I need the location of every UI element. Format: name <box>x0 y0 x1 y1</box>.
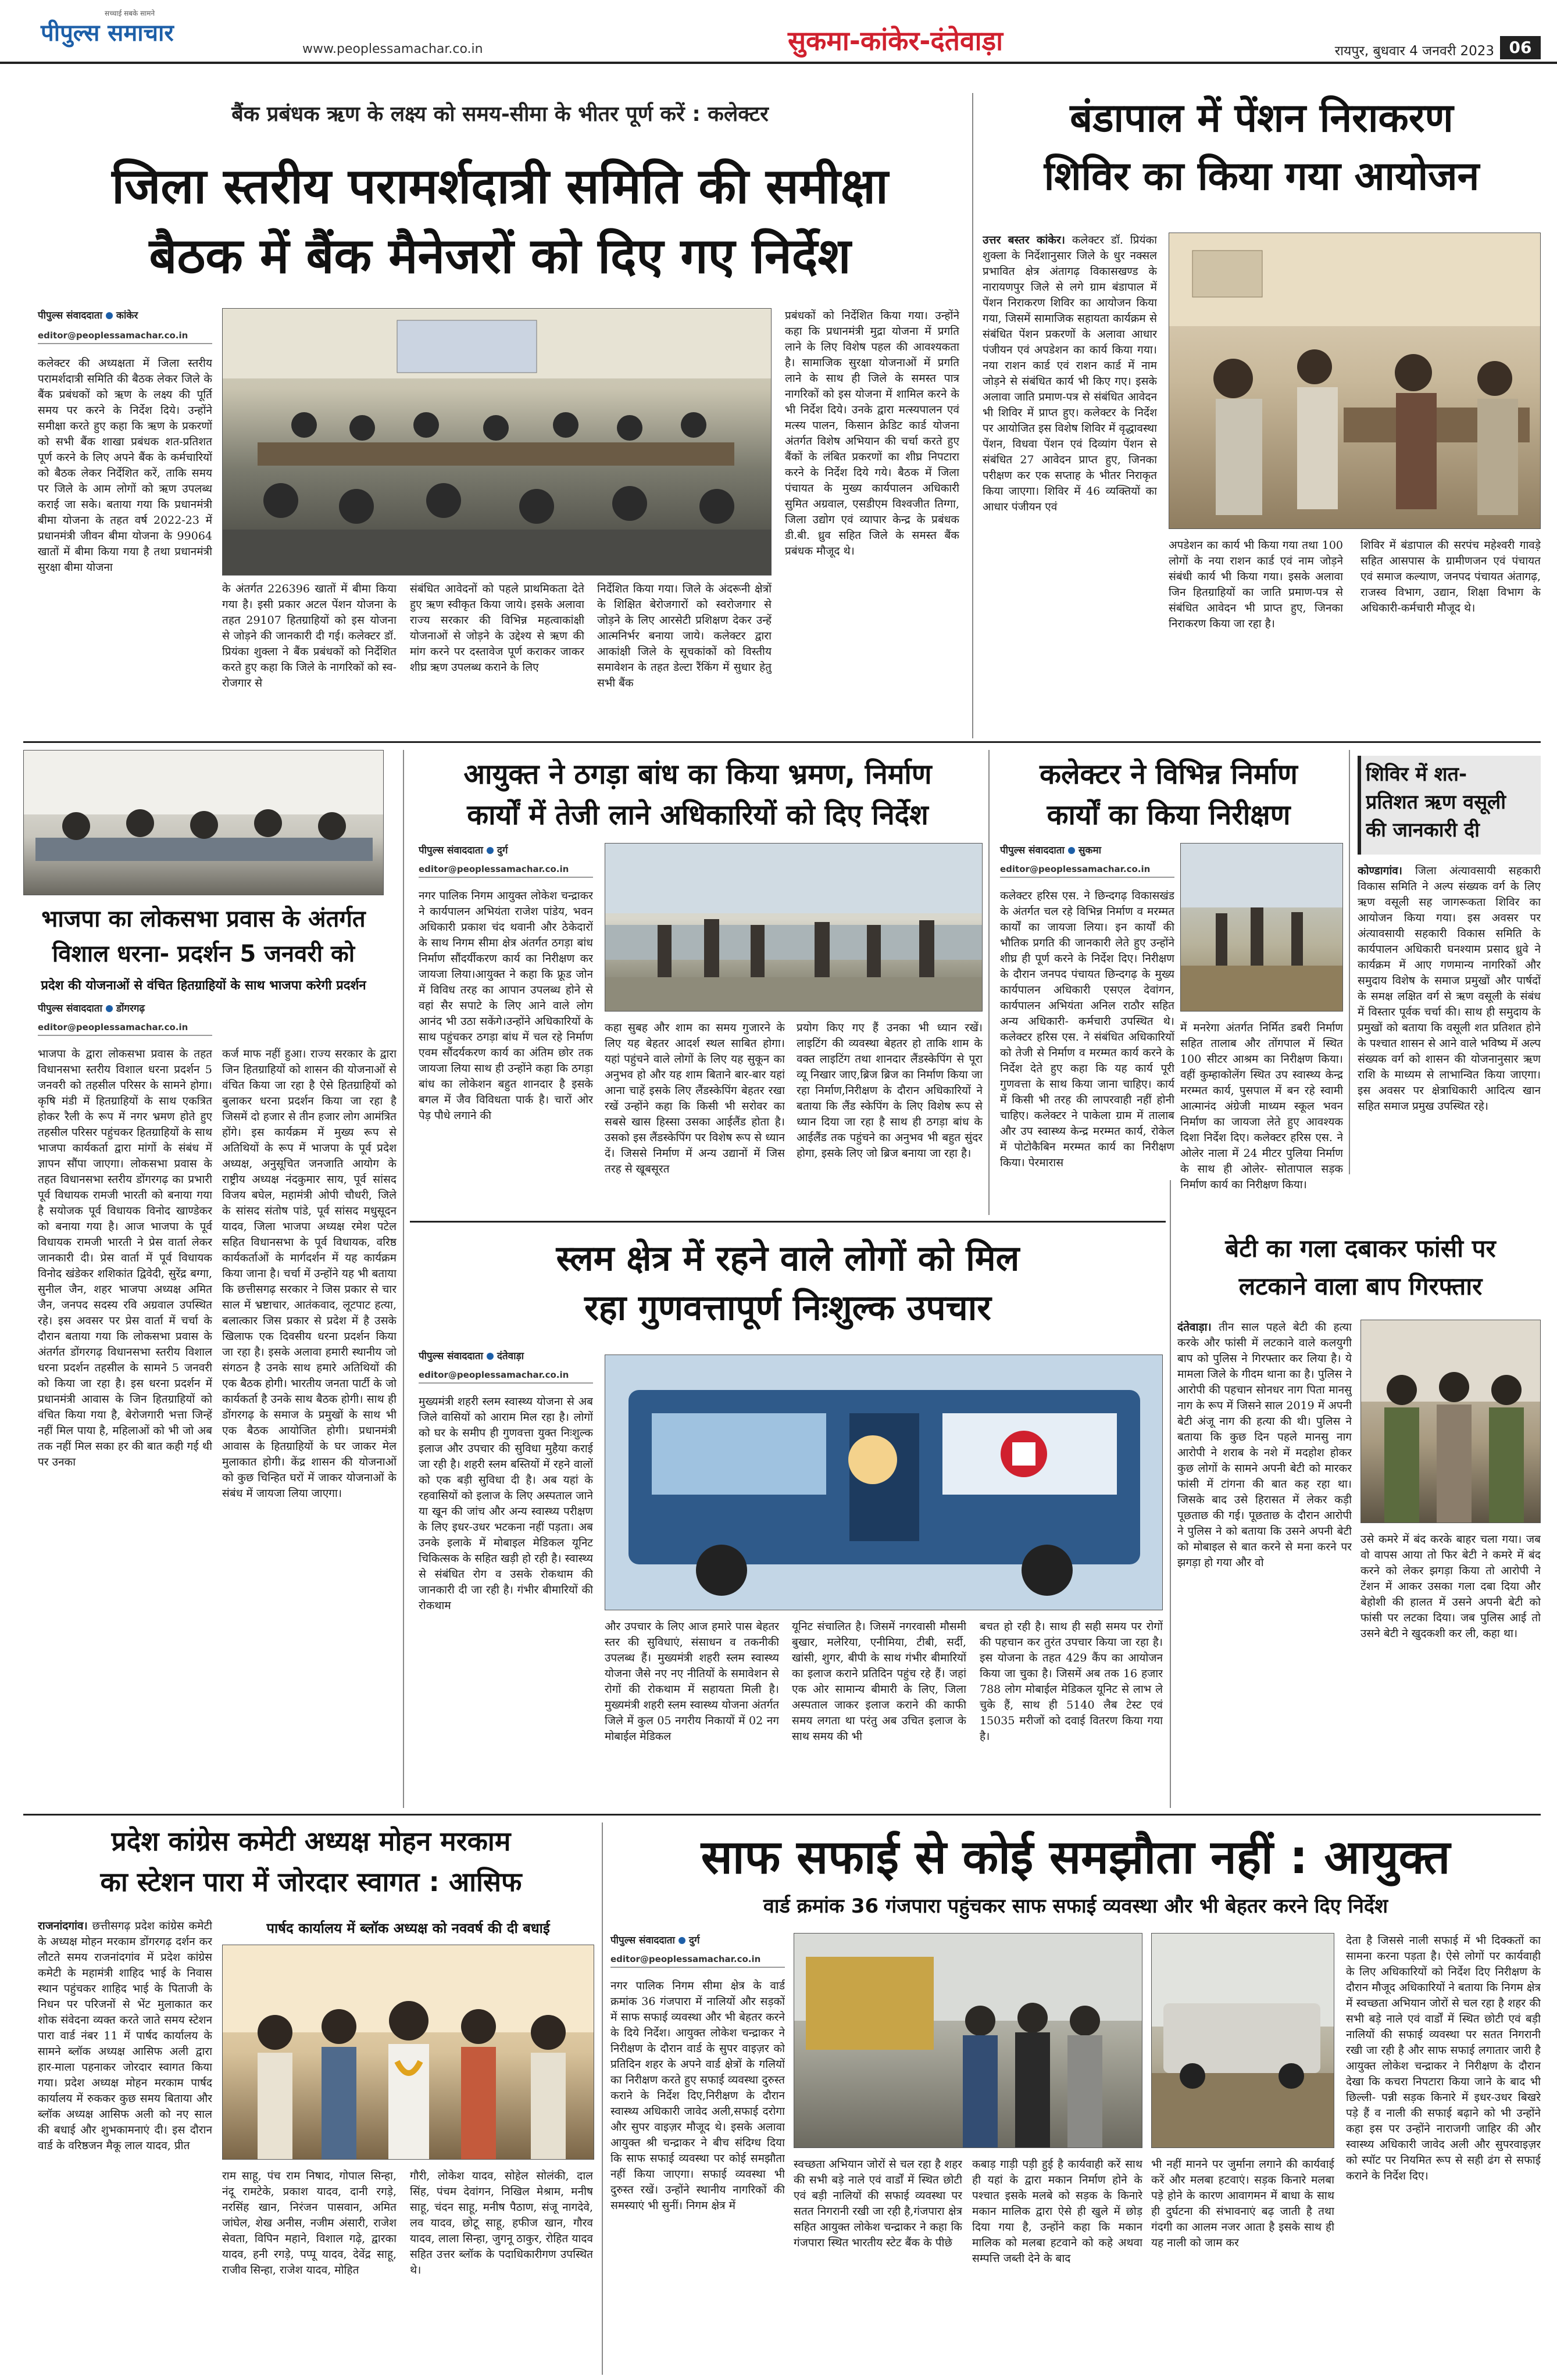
story4-byline <box>419 843 593 856</box>
blue-dot-icon <box>678 1937 685 1944</box>
debris-image <box>1152 1934 1334 2148</box>
mobile-medical-unit-image <box>605 1355 1163 1610</box>
story1-col3: संबंधित आवेदनों को पहले प्राथमिकता देते हुए ऋण स्वीकृत किया जाये। इसके अलावा राज्य सरकार की विभिन्न महत्वाकांक्षी योजनाओं से जोड़ने के उद्देश्य से ऋण की मांग करने पर दस्तावेज पूर्ण कराकर जाकर शीघ्र ऋण उपलब्ध कराने के लिए <box>410 583 584 674</box>
story7-col2: और उपचार के लिए आज हमारे पास बेहतर स्तर की सुविधाएं, संसाधन व तकनीकी उपलब्ध हैं। मुख्यमंत्री शहरी स्लम स्वास्थ्य योजना जैसे नए नए नीतियों के समावेशन से रोगों की रोकथाम में सहायता मिली है। मुख्यमंत्री शहरी स्लम स्वास्थ्य योजना अंतर्गत जिले में कुल 05 नगरीय निकायों में 02 नग मोबाईल मेडिकल <box>605 1620 779 1743</box>
dateline-top: रायपुर, बुधवार 4 जनवरी 2023 <box>1334 44 1494 59</box>
press-conference-image <box>24 751 384 895</box>
arrest-image <box>1361 1320 1541 1523</box>
story3-email[interactable]: editor@peoplessamachar.co.in <box>38 1022 212 1036</box>
story4-email[interactable]: editor@peoplessamachar.co.in <box>419 864 593 878</box>
story1-headline-1: जिला स्तरीय परामर्शदात्री समिति की समीक्षा <box>112 158 888 215</box>
story2-col1-text: कलेक्टर डॉ. प्रियंका शुक्ला के निर्देशानुसार जिले के धुर नक्सल प्रभावित क्षेत्र अंतागढ़ विकासखण्ड के नारायणपुर जिले से लगे ग्राम बंडापाल में पेंशन निराकरण शिविर का आयोजन किया गया, जिसमें सामाजिक सहायता कार्यक्रम से संबंधित पेंशन प्रकरणों के अलावा आधार पंजीयन एवं अपडेशन का कार्य किया गया। नया राशन कार्ड एवं राशन कार्ड में नाम जोड़ने से संबंधित कार्य भी किए गए। इसके अलावा जाति प्रमाण-पत्र से संबंधित आवेदन भी शिविर में प्राप्त हुए। कलेक्टर के निर्देश पर आयोजित इस विशेष शिविर में वृद्धावस्था पेंशन, विधवा पेंशन एवं दिव्यांग पेंशन से संबंधित 27 आवेदन प्राप्त हुए, जिनका परीक्षण कर एक सप्ताह के भीतर निराकृत किया जाएगा। शिविर में 46 व्यक्तियों का आधार पंजीयन एवं <box>983 234 1157 513</box>
column-divider <box>602 1822 603 2375</box>
masthead <box>0 0 1557 64</box>
logo-text: पीपुल्स समाचार <box>41 20 174 47</box>
byline-reporter: पीपुल्स संवाददाता <box>38 1003 102 1014</box>
byline-reporter: पीपुल्स संवाददाता <box>1000 845 1065 856</box>
story8-photo <box>1360 1320 1541 1523</box>
story4-col3: प्रयोग किए गए हैं उनका भी ध्यान रखें। लाइटिंग की व्यवस्था बेहतर हो ताकि शाम के वक्त लाइटिंग तथा शानदार लैंडस्केपिंग से पूरा व्यू निखार जाए,ब्रिज ब्रिज का निर्माण किया जा रहा निर्माण,निरीक्षण के दौरान अधिकारियों ने बताया कि लैंड स्केपिंग के लिए विशेष रूप से ध्यान दिया जा रहा है साथ ही ठगड़ा बांध के आईलैंड तक पहुंचने का अनुभव भी बहुत सुंदर होगा, इसके लिए जो ब्रिज बनाया जा रहा है। <box>797 1021 983 1160</box>
story8-col1 <box>1177 1320 1352 1808</box>
story9-photo-caption: पार्षद कार्यालय में ब्लॉक अध्यक्ष को नववर्ष की दी बधाई <box>266 1920 550 1936</box>
story8-dateline: दंतेवाड़ा। <box>1177 1321 1212 1334</box>
story4-photo <box>605 843 983 1012</box>
column-divider <box>1170 1180 1171 1808</box>
story7-photo <box>605 1355 1163 1610</box>
story3-col1: भाजपा के द्वारा लोकसभा प्रवास के तहत विधानसभा स्तरीय विशाल धरना प्रदर्शन 5 जनवरी को तहसील परिसर के सामने होगा। कृषि मंडी में हितग्राहियों के साथ एकत्रित होकर रैली के रूप में नगर भ्रमण होते हुए तहसील परिसर पहुंचकर हितग्राहियों के साथ भाजपा कार्यकर्ता द्वारा मांगों के संबंध में ज्ञापन सौंपा जाएगा। लोकसभा प्रवास के तहत विधानसभा स्तरीय डोंगरगढ़ का प्रभारी पूर्व विधायक रामजी भारती को बनाया गया है सयोजक पूर्व विधायक विनोद खाण्डेकर को बनाया गया है। आज भाजपा के पूर्व विधायक रामजी भारती ने प्रेस वार्ता लेकर जानकारी दी। प्रेस वार्ता में पूर्व विधायक विनोद खंडेकर शशिकांत द्विवेदी, सुरेंद्र बग्गा, सुनील जैन, शहर भाजपा अध्यक्ष अमित जैन, जनपद सदस्य रवि अग्रवाल उपस्थित रहे। इस अवसर पर प्रेस वार्ता में चर्चा के दौरान बताया गया कि लोकसभा प्रवास के अंतर्गत डोंगरगढ़ विधानसभा स्तरीय विशाल धरना प्रदर्शन तहसील के सामने 5 जनवरी को किया जा रहा है। इस धरना प्रदर्शन में प्रधानमंत्री आवास के जिन हितग्राहियों को वंचित किया गया है, बेरोजगारी भत्ता जिन्हें नहीं मिल पाया है, महिलाओं को भी जो अब तक नहीं मिल सका हर की बात कही गई थी पर उनका <box>38 1048 212 1468</box>
welcome-ceremony-image <box>223 1945 594 2160</box>
byline-reporter: पीपुल्स संवाददाता <box>610 1935 675 1946</box>
story6-dateline: कोण्डागांव। <box>1358 864 1403 877</box>
story6-headline-box <box>1358 756 1541 855</box>
story5-email[interactable]: editor@peoplessamachar.co.in <box>1000 864 1174 878</box>
story4-col1: नगर पालिक निगम आयुक्त लोकेश चन्द्राकर ने कार्यपालन अभियंता राजेश पांडेय, भवन अधिकारी प्रकाश चंद थवानी और ठेकेदारों के साथ निगम सीमा क्षेत्र अंतर्गत ठगड़ा बांध निर्माण सौंदर्यीकरण कार्य का निरीक्षण कर जायजा लिया।आयुक्त ने कहा कि फ्रूड जोन में विविध तरह का आपान उपलब्ध होने से वहां सैर सपाटे के लिए आने वाले लोग आनंद भी उठा सकेंगे।उन्होंने अधिकारियों के साथ पहुंचकर ठगड़ा बांध में चल रहे निर्माण एवम सौंदर्यकरण कार्य का अंतिम छोर तक जायजा लिया साथ ही उन्होंने कहा कि ठगड़ा बांध का लोकेशन बहुत शानदार है इसके बगल में जैव विविधता पार्क है। चारों ओर पेड़ पौधे लगाने की <box>419 889 593 1122</box>
story1-photo <box>222 308 772 576</box>
story1-kicker: बैंक प्रबंधक ऋण के लक्ष्य को समय-सीमा के भीतर पूर्ण करें : कलेक्टर <box>231 102 769 126</box>
byline-place: कांकेर <box>116 310 138 321</box>
story8-headline-2: लटकाने वाला बाप गिरफ्तार <box>1238 1272 1483 1300</box>
story3-photo <box>23 750 384 895</box>
byline-place: डोंगरगढ़ <box>116 1003 145 1014</box>
story7-col1: मुख्यमंत्री शहरी स्लम स्वास्थ्य योजना से अब जिले वासियों को आराम मिल रहा है। लोगों को घर के समीप ही गुणवत्ता युक्त निःशुल्क इलाज और उपचार की सुविधा मुहैया कराई जा रही है। शहरी स्लम बस्तियों में रहने वालों को एक बड़ी सुविधा दी है। अब यहां के रहवासियों को इलाज के लिए अस्पताल जाने या खून की जांच और अन्य स्वास्थ्य परीक्षण के लिए इधर-उधर भटकना नहीं पड़ता। अब उनके इलाके में मोबाइल मेडिकल यूनिट चिकित्सक के सहित खड़ी हो रही है। स्वास्थ्य से संबंधित रोग व उसके रोकथाम की जानकारी दी जा रही है। गंभीर बीमारियों की रोकथाम <box>419 1395 593 1612</box>
story2-dateline: उत्तर बस्तर कांकेर। <box>983 234 1065 246</box>
story9-headline-1: प्रदेश कांग्रेस कमेटी अध्यक्ष मोहन मरकाम <box>111 1825 511 1857</box>
column-divider <box>988 750 990 1215</box>
story7-headline-1: स्लम क्षेत्र में रहने वाले लोगों को मिल <box>556 1238 1020 1279</box>
blue-dot-icon <box>487 1353 494 1360</box>
story10-col1: नगर पालिक निगम सीमा क्षेत्र के वार्ड क्रमांक 36 गंजपारा में नालियों और सड़कों में साफ सफाई व्यवस्था और भी बेहतर करने के दिये निर्देश। आयुक्त लोकेश चन्द्राकर ने निरीक्षण के दौरान वार्ड के सुपर वाइज़र को प्रतिदिन शहर के अपने वार्ड क्षेत्रों के गलियों का निरीक्षण करते हुए सफाई व्यवस्था दुरुस्त कराने के निर्देश दिए,निरीक्षण के दौरान स्वास्थ्य अधिकारी जावेद अली,सफाई दरोगा और सुपर वाइज़र मौजूद थे। इसके अलावा आयुक्त श्री चन्द्राकर ने बीच संदिग्ध दिया कि साफ सफाई व्यवस्था पर कोई समझौता नहीं किया जाएगा। सफाई व्यवस्था भी दुरुस्त रखें। उन्होंने स्थानीय नागरिकों की समस्याएं भी सुनीं। निगम क्षेत्र में <box>610 1979 785 2212</box>
story6-headline-3: की जानकारी दी <box>1366 819 1480 842</box>
story3-byline <box>38 1001 375 1014</box>
story10-col5: देता है जिससे नाली सफाई में भी दिक्कतों का सामना करना पड़ता है। ऐसे लोगों पर कार्यवाही के लिए अधिकारियों को निर्देश दिए निरीक्षण के दौरान मौजूद अधिकारियों ने बताया कि निगम क्षेत्र में स्वच्छता अभियान जोरों से चल रहा है शहर की सभी बड़े नाले एवं वार्डों में स्थित छोटी एवं बड़ी नालियों की सफाई व्यवस्था पर सतत निगरानी रखी जा रही है और साफ सफाई लगातार जारी है आयुक्त लोकेश चन्द्राकर ने निरीक्षण के दौरान देखा कि कचरा निपटारा किया जाने के बाद भी छिल्ली- पन्नी सड़क किनारे में इधर-उधर बिखरे पड़े हैं व नाली की सफाई बढ़ाने को भी उन्होंने कहा इस पर उन्होंने नाराजगी जाहिर की और स्वास्थ्य अधिकारी जावेद अली और सुपरवाइज़र को स्पॉट पर नियमित रूप से सही ढंग से सफाई कराने के निर्देश दिए। <box>1346 1934 1541 2182</box>
story2-col2: अपडेशन का कार्य भी किया गया तथा 100 लोगों के नया राशन कार्ड एवं नाम जोड़ने संबंधी कार्य भी किया गया। इसके अलावा जिन हितग्राहियों का जाति प्रमाण-पत्र से संबंधित आवेदन भी प्राप्त हुए, जिनका निराकरण किया जा रहा है। <box>1169 539 1343 630</box>
story2-col1 <box>983 233 1157 734</box>
story7-col3: यूनिट संचालित है। जिसमें नगरवासी मौसमी बुखार, मलेरिया, एनीमिया, टीबी, सर्दी, खांसी, शुगर, बीपी के साथ गंभीर बीमारियों का इलाज कराने प्रतिदिन पहुंच रहे हैं। जहां एक ओर सामान्य बीमारी के लिए, जिला अस्पताल जाकर इलाज कराने की काफी समय लगता था परंतु अब उचित इलाज के साथ समय की भी <box>792 1620 966 1743</box>
story6-headline-2: प्रतिशत ऋण वसूली <box>1366 791 1506 814</box>
story5-photo <box>1180 843 1343 1012</box>
story7-col4: बचत हो रही है। साथ ही सही समय पर रोगों की पहचान कर तुरंत उपचार किया जा रहा है। इस योजना के तहत 429 कैंप का आयोजन किया जा चुका है। जिसमें अब तक 16 हजार 788 लोग मोबाईल मेडिकल यूनिट से लाभ ले चुके हैं, साथ ही 5140 लैब टेस्ट एवं 15035 मरीजों को दवाई वितरण किया गया है। <box>980 1620 1163 1743</box>
story6-body <box>1358 863 1541 1212</box>
story2-col3: शिविर में बंडापाल की सरपंच महेश्वरी गावड़े सहित आसपास के ग्रामीणजन एवं पंचायत एवं समाज कल्याण, जनपद पंचायत अंतागढ़, राजस्व विभाग, उद्यान, शिक्षा विभाग के अधिकारी-कर्मचारी मौजूद थे। <box>1360 539 1541 614</box>
story1-headline-2: बैठक में बैंक मैनेजरों को दिए गए निर्देश <box>149 227 851 284</box>
blue-dot-icon <box>106 1005 113 1012</box>
column-divider <box>1349 750 1350 1174</box>
story2-headline-2: शिविर का किया गया आयोजन <box>1044 153 1480 199</box>
edition-name: सुकमा-कांकेर-दंतेवाड़ा <box>787 25 1004 56</box>
section-divider <box>23 741 1541 743</box>
byline-place: दुर्ग <box>688 1935 700 1946</box>
story3-subhead: प्रदेश की योजनाओं से वंचित हितग्राहियों के साथ भाजपा करेगी प्रदर्शन <box>41 978 366 993</box>
byline-reporter: पीपुल्स संवाददाता <box>38 310 102 321</box>
story10-headline: साफ सफाई से कोई समझौता नहीं : आयुक्त <box>701 1830 1451 1884</box>
byline-place: सुकमा <box>1078 845 1102 856</box>
story3-headline-1: भाजपा का लोकसभा प्रवास के अंतर्गत <box>41 906 366 932</box>
story6-text: जिला अंत्यावसायी सहकारी विकास समिति ने अल्प संख्यक वर्ग के लिए ऋण वसूली सह जागरूकता शिविर का आयोजन किया गया। इस अवसर पर अंत्यावसायी सहकारी विकास समिति के कार्यपालन अधिकारी घनश्याम प्रसाद ध्रुवे ने कार्यक्रम में आए गणमान्य नागरिकों और समुदाय विशेष के समाज प्रमुखों और पार्षदों के समक्ष लक्षित वर्ग से ऋण वसूली के संबंध में विस्तार पूर्वक चर्चा की। साथ ही समुदाय के प्रमुखों को बताया कि वसूली शत प्रतिशत होने के पश्चात शासन से आने वाले भविष्य में अल्प संख्यक वर्ग को शासन की योजनानुसार ऋण राशि के माध्यम से लाभान्वित किया जाएगा। इस अवसर पर क्षेत्राधिकारी आदित्य खान सहित समाज प्रमुख उपस्थित रहे। <box>1358 864 1541 1113</box>
story5-byline <box>1000 843 1174 856</box>
story10-photo-left <box>794 1933 1142 2148</box>
meeting-hall-image <box>223 309 772 576</box>
newspaper-logo <box>41 8 227 55</box>
story1-col1: कलेक्टर की अध्यक्षता में जिला स्तरीय परामर्शदात्री समिति की बैठक लेकर जिले के बैंक प्रबंधकों को ऋण के लक्ष्य की पूर्ति समय पर करने के निर्देश दिये। उन्होंने समीक्षा करते हुए कहा कि ऋण के प्रकरणों को सभी बैंक शाखा प्रबंधक शत-प्रतिशत पूर्ण करने के लिए अपने बैंक के कर्मचारियों को बैठक लेकर निर्देशित करें, ताकि समय पर जिले के आम लोगों को ऋण उपलब्ध कराई जा सके। बताया गया कि प्रधानमंत्री बीमा योजना के तहत वर्ष 2022-23 में प्रधानमंत्री जीवन बीमा योजना के 99064 खातों में बीमा किया गया है तथा प्रधानमंत्री सुरक्षा बीमा योजना <box>38 357 212 574</box>
story9-col2: राम साहू, पंच राम निषाद, गोपाल सिन्हा, नंदू रामटेके, प्रकाश यादव, दानी रगड़े, नरसिंह खान, निरंजन पासवान, अमित जांघेल, शेख अनीस, नजीम अंसारी, राजेश सेवता, विपिन महाने, विशाल गढ़े, द्वारका यादव, हनी रगड़े, पप्पू यादव, देवेंद्र साहू, राजीव सिन्हा, राजेश यादव, मोहित <box>222 2170 397 2277</box>
story4-col2: कहा सुबह और शाम का समय गुजारने के लिए यह बेहतर आदर्श स्थल साबित होगा। यहां पहुंचने वाले लोगों के लिए यह सुकून का अनुभव हो और यह शाम बिताने बार-बार यहां आना चाहें इसके लिए लैंडस्केपिंग बेहतर रखा रखें उन्होंने कहा कि किसी भी सरोवर का सबसे खास हिस्सा उसका आईलैंड होता है। उसको इस लैंडस्केपिंग पर विशेष रूप से ध्यान दें। जिससे निर्माण में अन्य उद्यानों में जिस तरह से खूबसूरत <box>605 1021 785 1175</box>
story10-col2: स्वच्छता अभियान जोरों से चल रहा है शहर की सभी बड़े नाले एवं वार्डों में स्थित छोटी एवं बड़ी नालियों की सफाई व्यवस्था पर सतत निगरानी रखी जा रही है,गंजपारा क्षेत्र सहित आयुक्त लोकेश चन्द्राकर ने कहा कि गंजपारा स्थित भारतीय स्टेट बैंक के पीछे <box>794 2158 962 2249</box>
story9-col1-text: छत्तीसगढ़ प्रदेश कांग्रेस कमेटी के अध्यक्ष मोहन मरकाम डोंगरगढ़ दर्शन कर लौटते समय राजनांदगांव में प्रदेश कांग्रेस कमेटी के महामंत्री शाहिद भाई के निवास स्थान पहुंचकर शाहिद भाई के पिताजी के निधन पर परिजनों से भेंट मुलाकात कर शोक संवेदना व्यक्त करते जाते समय स्टेशन पारा वार्ड नंबर 11 में पार्षद कार्यालय के सामने ब्लॉक अध्यक्ष आसिफ अली द्वारा हार-माला पहनाकर जोरदार स्वागत किया गया। प्रदेश अध्यक्ष मोहन मरकाम पार्षद कार्यालय में रुककर कुछ समय बिताया और ब्लॉक अध्यक्ष आसिफ अली को नए साल की बधाई और शुभकामनाएं दी। इस दौरान वार्ड के वरिष्ठजन मैकू लाल यादव, प्रीत <box>38 1920 212 2152</box>
story6-headline-1: शिविर में शत- <box>1366 763 1467 786</box>
story10-subhead: वार्ड क्रमांक 36 गंजपारा पहुंचकर साफ सफाई व्यवस्था और भी बेहतर करने दिए निर्देश <box>763 1895 1388 1918</box>
story8-col2: उसे कमरे में बंद करके बाहर चला गया। जब वो वापस आया तो फिर बेटी ने कमरे में बंद करने को लेकर झगड़ा किया तो आरोपी ने टेंशन में आकर उसका गला दबा दिया और बेहोशी की हालत में उसने अपनी बेटी को फांसी पर लटका दिया। जब पुलिस आई तो उसने बेटी ने खुदकशी कर ली, कहा था। <box>1360 1533 1541 1640</box>
story1-col2: के अंतर्गत 226396 खातों में बीमा किया गया है। इसी प्रकार अटल पेंशन योजना के तहत 29107 हितग्राहियों को इस योजना से जोड़ने की जानकारी दी गई। कलेक्टर डॉ. प्रियंका शुक्ला ने बैंक प्रबंधकों को निर्देशित करते हुए कहा कि जिले के नागरिकों को स्व-रोजगार से <box>222 583 397 689</box>
ward-inspection-image <box>794 1934 1142 2148</box>
story7-headline-2: रहा गुणवत्तापूर्ण निःशुल्क उपचार <box>584 1288 991 1328</box>
story10-email[interactable]: editor@peoplessamachar.co.in <box>610 1954 785 1968</box>
story1-col5: प्रबंधकों को निर्देशित किया गया। उन्होंने कहा कि प्रधानमंत्री मुद्रा योजना में प्रगति लाने के लिए विशेष पहल की आवश्यकता है। सामाजिक सुरक्षा योजनाओं में प्रगति लाने के साथ ही जिले के समस्त पात्र नागरिकों को इस योजना में शामिल करने के भी निर्देश दिये। उनके द्वारा मत्स्यपालन एवं मत्स्य पालन, किसान क्रेडिट कार्ड योजना अंतर्गत विशेष अभियान की चर्चा करते हुए बैंकों के लंबित प्रकरणों का शीघ्र निपटारा करने के निर्देश दिये गये। बैठक में जिला पंचायत के मुख्य कार्यपालन अधिकारी सुमित अग्रवाल, एसडीएम विश्वजीत तिग्गा, जिला उद्योग एवं व्यापार केन्द्र के प्रबंधक डी.बी. ध्रुव सहित जिले के समस्त बैंक प्रबंधक मौजूद थे। <box>785 309 959 558</box>
section-divider <box>410 1221 1166 1223</box>
story5-headline-2: कार्यों का किया निरीक्षण <box>1047 799 1291 831</box>
story7-email[interactable]: editor@peoplessamachar.co.in <box>419 1370 593 1384</box>
column-divider <box>403 750 404 1808</box>
blue-dot-icon <box>1068 847 1075 854</box>
story1-col4: निर्देशित किया गया। जिले के अंदरूनी क्षेत्रों के शिक्षित बेरोजगारों को स्वरोजगार से जोड़ने के लिए आरसेटी प्रशिक्षण देकर उन्हें आत्मनिर्भर बनाया जाये। कलेक्टर द्वारा आकांक्षी जिले के सूचकांकों को विस्तीय समावेशन के तहत डेल्टा रैंकिंग में सुधार हेतु सभी बैंक <box>597 583 772 689</box>
story4-headline-1: आयुक्त ने ठगड़ा बांध का किया भ्रमण, निर्माण <box>463 758 932 791</box>
story7-byline <box>419 1349 593 1362</box>
story3-headline-2: विशाल धरना- प्रदर्शन 5 जनवरी को <box>52 941 355 967</box>
story10-col3: कबाड़ गाड़ी पड़ी हुई है कार्यवाही करें साथ ही यहां के द्वारा मकान निर्माण होने के पश्चात इसके मलबे को सड़क के किनारे मकान मालिक द्वारा ऐसे ही खुले में छोड़ दिया गया है, उन्होंने कहा कि मकान मालिक को मलबा हटवाने को कहे अथवा सम्पत्ति जब्ती देने के बाद <box>972 2158 1142 2265</box>
story10-byline <box>610 1933 785 1946</box>
story10-photo-right <box>1151 1933 1334 2148</box>
story2-photo <box>1169 233 1541 529</box>
byline-reporter: पीपुल्स संवाददाता <box>419 1350 483 1362</box>
column-divider <box>972 93 973 738</box>
story9-col1 <box>38 1918 212 2372</box>
story1-byline <box>38 308 212 321</box>
byline-reporter: पीपुल्स संवाददाता <box>419 845 483 856</box>
inspection-site-image <box>1181 844 1343 1012</box>
story5-headline-1: कलेक्टर ने विभिन्न निर्माण <box>1040 758 1298 791</box>
story9-col3: गौरी, लोकेश यादव, सोहेल सोलंकी, दाल सिंह, पंचम देवांगन, निखिल मेश्राम, मनीष साहू, चंदन साहू, मनीष पैठाण, संजू नागदेवे, लव यादव, छोटू साहू, हफीज खान, गौरव यादव, लाला सिन्हा, जुगनू ठाकुर, रोहित यादव सहित उत्तर ब्लॉक के पदाधिकारीगण उपस्थित थे। <box>410 2170 593 2277</box>
byline-place: दंतेवाड़ा <box>497 1350 524 1362</box>
page-number: 06 <box>1500 36 1541 59</box>
story8-headline-1: बेटी का गला दबाकर फांसी पर <box>1225 1234 1496 1263</box>
story9-headline-2: का स्टेशन पारा में जोरदार स्वागत : आसिफ <box>100 1866 522 1897</box>
logo-tagline: सच्चाई सबके सामने <box>105 9 155 17</box>
story5-col1: कलेक्टर हरिस एस. ने छिन्दगढ़ विकासखंड के अंतर्गत चल रहे विभिन्न निर्माण व मरम्मत कार्यों का जायजा लिया। इन कार्यों की भौतिक प्रगति की जानकारी लेते हुए उन्होंने शीघ्र ही पूर्ण करने के निर्देश दिए। निरीक्षण के दौरान जनपद पंचायत छिन्दगढ़ के मुख्य कार्यपालन अधिकारी एसएल देवांगन, कार्यपालन अभियंता अनिल राठौर सहित अन्य अधिकारी- कर्मचारी उपस्थित थे। कलेक्टर हरिस एस. ने संबंधित अधिकारियों को तेजी से निर्माण व मरम्मत कार्य करने के निर्देश देते हुए कहा कि यह कार्य पूरी गुणवत्ता के साथ किया जाना चाहिए। कार्य में किसी भी तरह की लापरवाही नहीं होनी चाहिए। कलेक्टर ने पाकेला ग्राम में तालाब और उप स्वास्थ्य केन्द्र मरम्मत कार्य, रोकेल में पोटोकैबिन मरम्मत कार्य का निरीक्षण किया। पेरमारास <box>1000 889 1174 1169</box>
website-url[interactable]: www.peoplessamachar.co.in <box>302 42 483 56</box>
story9-photo <box>222 1945 594 2160</box>
story10-col4: भी नहीं मानने पर जुर्माना लगाने की कार्यवाई करें और मलबा हटवाएं। सड़क किनारे मलबा पड़े होने के कारण आवागमन में बाधा के साथ ही दुर्घटना की संभावनाएं बढ़ जाती है तथा गंदगी का आलम नजर आता है इसके साथ ही यह नाली को जाम कर <box>1151 2158 1334 2249</box>
blue-dot-icon <box>487 847 494 854</box>
camp-image <box>1169 233 1541 529</box>
story5-col2: में मनरेगा अंतर्गत निर्मित डबरी निर्माण सहित तालाब और तोंगपाल में स्थित 100 सीटर आश्रम का निरीक्षण किया। वहीं कुम्हाकोलेंग स्थित उप स्वास्थ्य केन्द्र मरम्मत कार्य, पुसपाल में बन रहे स्वामी आत्मानंद अंग्रेजी माध्यम स्कूल भवन निर्माण का जायजा लेते हुए आवश्यक दिशा निर्देश दिए। कलेक्टर हरिस एस. ने ओलेर नाला में 24 मीटर पुलिया निर्माण के साथ ही ओलेर- सोतापाल सड़क निर्माण कार्य का निरीक्षण किया। <box>1180 1021 1343 1191</box>
blue-dot-icon <box>106 312 113 319</box>
story8-col1-text: तीन साल पहले बेटी की हत्या करके और फांसी में लटकाने वाले कलयुगी बाप को पुलिस ने गिरफ्तार कर लिया है। ये मामला जिले के गीदम थाना का है। पुलिस ने आरोपी की पहचान सोनधर नाग पिता मानसु नाग के रूप में जिसने साल 2019 में अपनी बेटी अंजू नाग की हत्या की थी। पुलिस ने बताया कि कुछ दिन पहले मानसु नाग आरोपी ने शराब के नशे में मदहोश होकर कुछ लोगों के सामने अपनी बेटी को मारकर फांसी में टांगना की बात कह रहा था। जिसके बाद उसे हिरासत में लेकर कड़ी पूछताछ की गई। पूछताछ के दौरान आरोपी ने पुलिस ने को बताया कि उसने अपनी बेटी को मोबाइल से बात करने से मना करने पर झगड़ा हो गया और वो <box>1177 1321 1352 1569</box>
story3-col2: कर्ज माफ नहीं हुआ। राज्य सरकार के द्वारा जिन हितग्राहियों को शासन की योजनाओं से वंचित किया जा रहा है ऐसे हितग्राहियों को बुलाकर धरना प्रदर्शन किया जा रहा है जिसमें दो हजार से तीन हजार लोग आमंत्रित होंगे। इस कार्यक्रम में मुख्य रूप से अतिथियों के रूप में भाजपा के पूर्व प्रदेश अध्यक्ष, अनुसूचित जनजाति आयोग के राष्ट्रीय अध्यक्ष नंदकुमार साय, पूर्व सांसद विजय बघेल, महामंत्री ओपी चौधरी, जिले के सांसद संतोष पांडे, पूर्व सांसद मधुसूदन यादव, जिला भाजपा अध्यक्ष रमेश पटेल सहित विधानसभा के पूर्व विधायक, वरिष्ठ कार्यकर्ताओं के मार्गदर्शन में यह कार्यक्रम किया जाना है। चर्चा में उन्होंने यह भी बताया कि छत्तीसगढ़ सरकार ने जिस प्रकार से चार साल में भ्रष्टाचार, आतंकवाद, लूटपाट हत्या, बलात्कार जिस प्रकार से प्रदेश में है उसके खिलाफ एक दिवसीय धरना प्रदर्शन किया जा रहा है। इसके अलावा हमारी स्थानीय जो संगठन है उनके साथ हमारे अतिथियों की एक बैठक होगी। भारतीय जनता पार्टी के जो कार्यकर्ता है उनके साथ बैठक होगी। साथ ही डोंगरगढ़ के समाज के प्रमुखों के साथ भी एक बैठक आयोजित होगी। प्रधानमंत्री आवास के हितग्राहियों के घर जाकर मेल मुलाकात होगी। केंद्र शासन की योजनाओं को कुछ चिन्हित घरों में जाकर योजनाओं के संबंध में जायजा लिया जाएगा। <box>222 1048 397 1500</box>
byline-place: दुर्ग <box>497 845 508 856</box>
story4-headline-2: कार्यों में तेजी लाने अधिकारियों को दिए निर्देश <box>467 799 929 831</box>
dam-site-image <box>605 844 983 1012</box>
story9-dateline: राजनांदगांव। <box>38 1920 88 1932</box>
section-divider <box>23 1814 1541 1816</box>
story2-headline-1: बंडापाल में पेंशन निराकरण <box>1070 95 1454 141</box>
story1-email[interactable]: editor@peoplessamachar.co.in <box>38 330 212 344</box>
